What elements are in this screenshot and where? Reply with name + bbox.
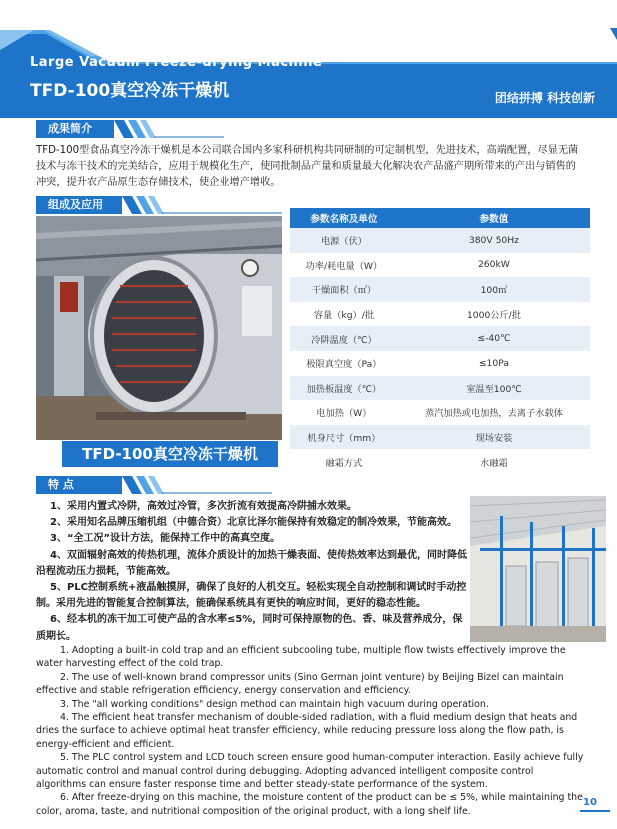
feature-item-en: 2. The use of well-known brand compressor units (Sino German joint venture) by Beijing Bizel can maintain effective and stable refrigeration efficiency, energy conservation and efficiency. bbox=[36, 671, 564, 697]
parameter-table bbox=[290, 208, 590, 474]
intro-section-label: 成果简介 bbox=[36, 120, 114, 138]
feature-item: 2、采用知名品牌压缩机组（中德合资）北京比泽尔能保持有效稳定的制冷效果，节能高效。 bbox=[50, 517, 457, 529]
param-name-header: 参数名称及单位 bbox=[290, 208, 398, 228]
table-row bbox=[290, 228, 590, 253]
param-value: 100㎡ bbox=[398, 277, 590, 302]
param-value-header: 参数值 bbox=[398, 208, 590, 228]
section-stripe-decoration bbox=[122, 476, 272, 494]
param-name: 干燥面积（㎡） bbox=[290, 277, 398, 302]
feature-item-en: 3. The "all working conditions" design method can maintain high vacuum during operation. bbox=[60, 698, 489, 710]
feature-item-en: 1. Adopting a built-in cold trap and an efficient subcooling tube, multiple flow twists effectively improve the water harvesting effect of the cold trap. bbox=[36, 645, 566, 670]
table-row bbox=[290, 302, 590, 327]
production-line-photo bbox=[470, 496, 606, 642]
page-number-underline bbox=[580, 810, 610, 814]
param-name: 加热板温度（℃） bbox=[290, 376, 398, 401]
features-english-list bbox=[36, 644, 586, 818]
table-row bbox=[290, 277, 590, 302]
product-name-banner: TFD-100真空冷冻干燥机 bbox=[62, 441, 278, 467]
param-value: 260kW bbox=[477, 259, 510, 271]
param-name: 功率/耗电量（W） bbox=[305, 260, 383, 272]
feature-item: 1、采用内置式冷阱，高效过冷管，多次折流有效提高冷阱捕水效果。 bbox=[50, 501, 357, 512]
page-number: 10 bbox=[583, 797, 597, 808]
table-row bbox=[290, 351, 590, 376]
table-header-row bbox=[290, 208, 590, 228]
section-stripe-decoration bbox=[114, 120, 224, 138]
table-row bbox=[290, 376, 590, 401]
param-value: 现场安装 bbox=[398, 425, 590, 450]
section-stripe-decoration bbox=[122, 196, 282, 214]
param-name: 容量（kg）/批 bbox=[313, 310, 375, 322]
param-value: 室温至100℃ bbox=[398, 376, 590, 401]
slogan: 团结拼搏 科技创新 bbox=[494, 91, 595, 105]
param-name: 电加热（W） bbox=[316, 408, 372, 420]
table-row bbox=[290, 425, 590, 450]
feature-item: 3、“全工况”设计方法，能保持工作中的高真空度。 bbox=[50, 533, 281, 545]
english-title: Large Vacuum Freeze-drying Machine bbox=[30, 55, 323, 70]
features-section-label: 特 点 bbox=[36, 476, 122, 494]
feature-item-en: 4. The efficient heat transfer mechanism of double-sided radiation, with a fluid medium design that heats and dries the surface to achieve optimal heat transfer efficiency, while reducing pressure loss along the flow path, is energy-efficient and efficient. bbox=[36, 712, 578, 750]
param-name: 机身尺寸（mm） bbox=[290, 425, 398, 450]
feature-item-en: 5. The PLC control system and LCD touch screen ensure good human-computer interaction. Easily achieve fully automatic control and manual control during debugging. Adopting advanced intelligent composite control algorithms can ensure faster response time and better steady-state performance of the system. bbox=[36, 752, 584, 791]
param-value: 水融霜 bbox=[480, 457, 508, 469]
param-value: ≤10Pa bbox=[478, 357, 509, 369]
table-row bbox=[290, 253, 590, 278]
freeze-dryer-photo bbox=[36, 216, 282, 440]
param-name: 极限真空度（Pa） bbox=[306, 359, 382, 371]
feature-item: 4、双面辐射高效的传热机理，流体介质设计的加热干燥表面、使传热效率达到最优，同时降低沿程流动压力损耗，节能高效。 bbox=[36, 549, 467, 577]
feature-item: 5、PLC控制系统+液晶触摸屏，确保了良好的人机交互。轻松实现全自动控制和调试时手动控制。采用先进的智能复合控制算法，能确保系统具有更快的响应时间，更好的稳态性能。 bbox=[36, 582, 467, 610]
table-row bbox=[290, 449, 590, 474]
table-row bbox=[290, 400, 590, 425]
feature-item-en: 6. After freeze-drying on this machine, the moisture content of the product can be ≤ 5%, while maintaining the color, aroma, taste, and nutritional composition of the original product, with a long shelf life. bbox=[36, 792, 583, 817]
param-value: 蒸汽加热或电加热，去离子水载体 bbox=[425, 408, 563, 420]
composition-section-label: 组成及应用 bbox=[36, 196, 122, 214]
param-name: 电源（伏） bbox=[290, 228, 398, 253]
param-name: 冷阱温度（℃） bbox=[290, 326, 398, 351]
features-chinese-list bbox=[36, 499, 468, 645]
param-value: 1000公斤/批 bbox=[466, 310, 521, 322]
intro-paragraph: TFD-100型食品真空冷冻干燥机是本公司联合国内多家科研机构共同研制的可定制机型，先进技术，高端配置，尽显无菌技术与冻干技术的完美结合，应用于规模化生产，使同批制品产量和质量最大化解决农产品盛产期所带来的产出与销售的冲突，提升农产品原生态存储技术，使企业增产增收。 bbox=[36, 145, 579, 188]
param-value: 380V 50Hz bbox=[398, 228, 590, 253]
param-name: 融霜方式 bbox=[325, 457, 363, 469]
chinese-title: TFD-100真空冷冻干燥机 bbox=[30, 81, 230, 101]
param-value: ≤-40℃ bbox=[398, 326, 590, 351]
feature-item: 6、经本机的冻干加工可使产品的含水率≤5%，同时可保持原物的色、香、味及营养成分，保质期长。 bbox=[36, 614, 463, 642]
table-row bbox=[290, 326, 590, 351]
